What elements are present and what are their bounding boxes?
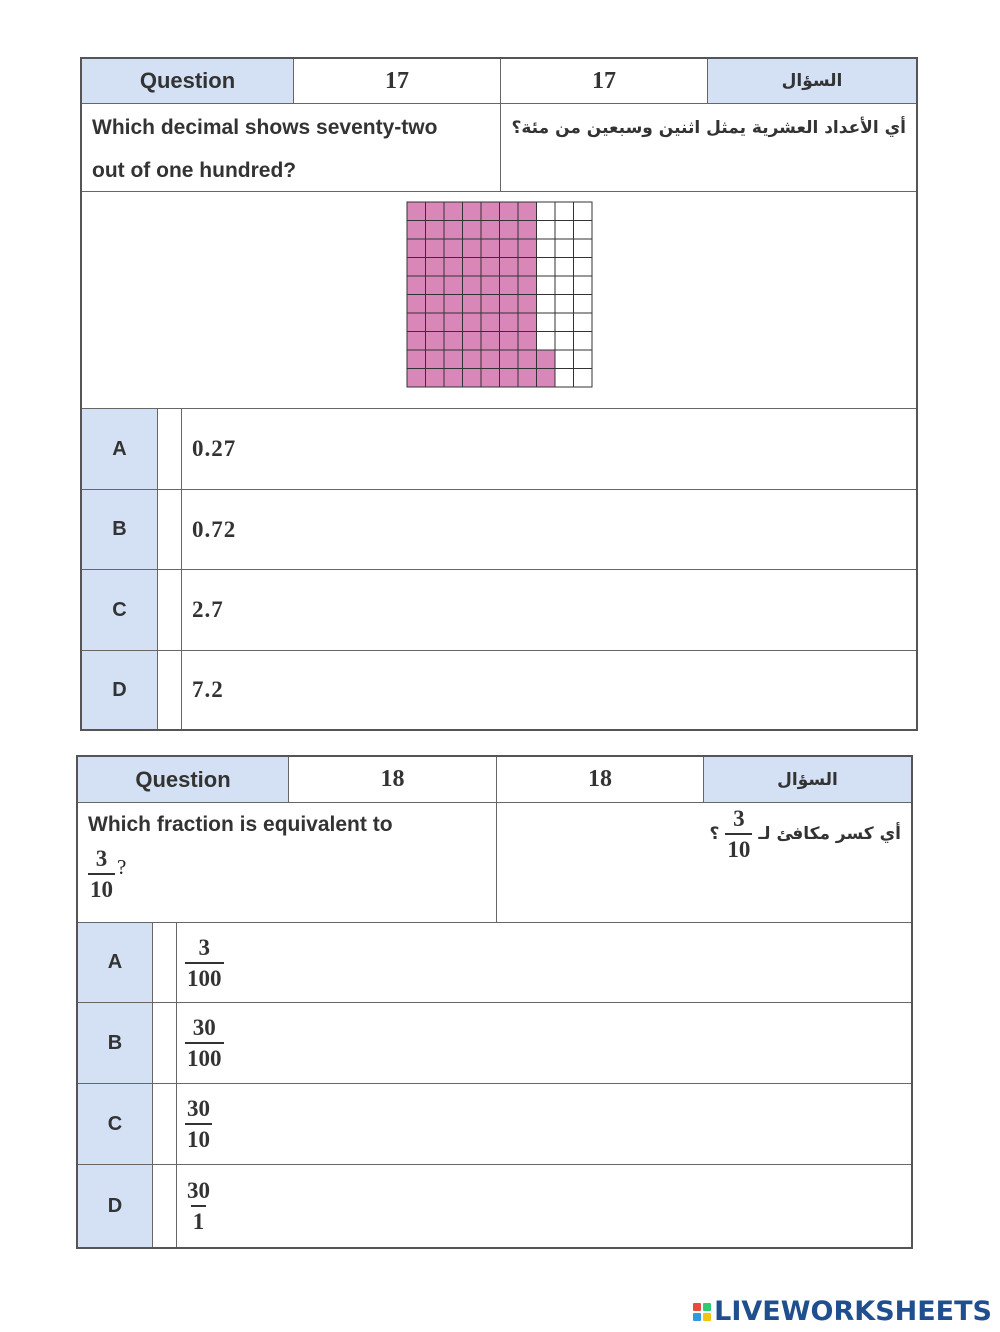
question-text-en-cell bbox=[78, 803, 496, 922]
grid-cell-shaded bbox=[518, 202, 537, 221]
answer-select-cell[interactable] bbox=[157, 651, 181, 729]
grid-cell-shaded bbox=[426, 239, 445, 258]
grid-cell-empty bbox=[574, 332, 593, 351]
answer-row[interactable] bbox=[78, 1165, 911, 1247]
question-number-cell bbox=[496, 757, 703, 802]
question-number-left: 18 bbox=[380, 766, 405, 792]
question-text-ar: أي الأعداد العشرية يمثل اثنين وسبعين من مئة؟ bbox=[511, 118, 906, 138]
grid-cell-shaded bbox=[407, 202, 426, 221]
grid-cell-shaded bbox=[407, 332, 426, 351]
answer-letter: D bbox=[107, 1194, 123, 1217]
question-text-en: out of one hundred? bbox=[92, 159, 297, 182]
grid-cell-empty bbox=[555, 350, 574, 369]
grid-cell-shaded bbox=[518, 221, 537, 240]
question-label-cell bbox=[78, 757, 288, 802]
grid-cell-shaded bbox=[426, 369, 445, 388]
answer-value-cell bbox=[181, 570, 916, 650]
grid-cell-shaded bbox=[518, 258, 537, 277]
grid-cell-shaded bbox=[407, 276, 426, 295]
question-number-cell bbox=[293, 59, 500, 103]
grid-cell-shaded bbox=[407, 313, 426, 332]
fraction-denominator: 10 bbox=[725, 833, 752, 861]
question-fraction-ar bbox=[725, 807, 752, 861]
fraction-denominator: 10 bbox=[185, 1123, 212, 1151]
answer-value-cell bbox=[176, 923, 911, 1002]
grid-cell-shaded bbox=[426, 276, 445, 295]
grid-cell-shaded bbox=[481, 369, 500, 388]
grid-cell-empty bbox=[555, 276, 574, 295]
question-label-en: Question bbox=[139, 68, 236, 93]
answer-select-cell[interactable] bbox=[152, 1165, 176, 1247]
answer-select-cell[interactable] bbox=[152, 1003, 176, 1083]
grid-cell-empty bbox=[555, 313, 574, 332]
grid-cell-shaded bbox=[500, 202, 519, 221]
answer-letter: C bbox=[107, 1112, 123, 1135]
grid-cell-empty bbox=[574, 258, 593, 277]
answer-value-cell bbox=[176, 1165, 911, 1247]
grid-cell-empty bbox=[574, 239, 593, 258]
grid-cell-shaded bbox=[463, 295, 482, 314]
answer-select-cell[interactable] bbox=[152, 923, 176, 1002]
grid-cell-shaded bbox=[444, 202, 463, 221]
grid-cell-shaded bbox=[481, 258, 500, 277]
answer-letter-cell bbox=[82, 651, 157, 729]
grid-cell-shaded bbox=[426, 350, 445, 369]
brand-name: LIVEWORKSHEETS bbox=[714, 1296, 992, 1327]
grid-cell-shaded bbox=[481, 350, 500, 369]
answer-row[interactable] bbox=[82, 570, 916, 651]
question-mark-ar: ؟ bbox=[709, 824, 720, 844]
grid-cell-empty bbox=[555, 258, 574, 277]
grid-cell-shaded bbox=[463, 313, 482, 332]
grid-cell-shaded bbox=[444, 313, 463, 332]
fraction-denominator: 100 bbox=[185, 962, 224, 990]
grid-cell-shaded bbox=[463, 221, 482, 240]
grid-cell-shaded bbox=[518, 350, 537, 369]
grid-cell-empty bbox=[574, 369, 593, 388]
grid-cell-shaded bbox=[407, 350, 426, 369]
answer-letter: A bbox=[112, 437, 127, 460]
grid-cell-shaded bbox=[407, 221, 426, 240]
grid-cell-empty bbox=[555, 239, 574, 258]
fraction-denominator: 10 bbox=[88, 873, 115, 901]
logo-square bbox=[703, 1313, 711, 1321]
question-text-ar-cell bbox=[496, 803, 911, 922]
grid-cell-empty bbox=[574, 313, 593, 332]
answer-value-cell bbox=[181, 490, 916, 569]
grid-cell-empty bbox=[537, 239, 556, 258]
grid-cell-shaded bbox=[444, 295, 463, 314]
grid-cell-shaded bbox=[518, 313, 537, 332]
logo-square bbox=[693, 1303, 701, 1311]
question-18-table bbox=[76, 755, 913, 1249]
grid-cell-shaded bbox=[500, 258, 519, 277]
answer-letter-cell bbox=[78, 1003, 152, 1083]
grid-cell-empty bbox=[537, 258, 556, 277]
grid-cell-shaded bbox=[518, 276, 537, 295]
grid-cell-shaded bbox=[426, 295, 445, 314]
answer-fraction bbox=[185, 1097, 212, 1151]
fraction-numerator: 30 bbox=[192, 1015, 216, 1040]
grid-cell-shaded bbox=[500, 332, 519, 351]
answer-letter-cell bbox=[78, 1165, 152, 1247]
grid-cell-shaded bbox=[444, 258, 463, 277]
fraction-denominator: 100 bbox=[185, 1042, 224, 1070]
question-number-cell bbox=[500, 59, 707, 103]
fraction-numerator: 30 bbox=[187, 1096, 210, 1121]
question-number-right: 18 bbox=[588, 766, 612, 792]
grid-cell-shaded bbox=[426, 313, 445, 332]
question-label-ar-cell bbox=[703, 757, 911, 802]
answer-letter: B bbox=[107, 1031, 123, 1054]
answer-fraction bbox=[185, 1016, 224, 1070]
fraction-numerator: 3 bbox=[95, 846, 108, 871]
grid-cell-shaded bbox=[463, 332, 482, 351]
grid-cell-shaded bbox=[463, 202, 482, 221]
grid-cell-empty bbox=[537, 202, 556, 221]
answer-row[interactable] bbox=[82, 651, 916, 729]
grid-cell-shaded bbox=[444, 369, 463, 388]
answer-value: 2.7 bbox=[192, 597, 224, 622]
fraction-denominator: 1 bbox=[191, 1205, 207, 1233]
answer-value: 0.72 bbox=[192, 516, 237, 542]
grid-cell-empty bbox=[537, 332, 556, 351]
answer-row[interactable] bbox=[82, 490, 916, 570]
fraction-numerator: 3 bbox=[198, 934, 210, 960]
grid-cell-shaded bbox=[500, 276, 519, 295]
answer-row[interactable] bbox=[82, 409, 916, 490]
question-number-left: 17 bbox=[385, 67, 409, 94]
question-number-cell bbox=[288, 757, 496, 802]
answer-letter: D bbox=[112, 678, 127, 701]
grid-cell-shaded bbox=[500, 221, 519, 240]
grid-cell-empty bbox=[574, 350, 593, 369]
grid-cell-shaded bbox=[537, 350, 556, 369]
logo-square bbox=[703, 1303, 711, 1311]
question-header-row bbox=[82, 59, 916, 104]
answer-row[interactable] bbox=[78, 923, 911, 1003]
answer-select-cell[interactable] bbox=[152, 1084, 176, 1164]
grid-cell-empty bbox=[574, 295, 593, 314]
answer-value-cell bbox=[176, 1084, 911, 1164]
grid-cell-shaded bbox=[500, 350, 519, 369]
question-label-ar: السؤال bbox=[777, 769, 838, 790]
grid-cell-shaded bbox=[407, 239, 426, 258]
answer-row[interactable] bbox=[78, 1084, 911, 1165]
question-fraction bbox=[88, 847, 115, 901]
grid-cell-shaded bbox=[481, 221, 500, 240]
grid-cell-shaded bbox=[426, 332, 445, 351]
grid-cell-shaded bbox=[481, 202, 500, 221]
question-text-row bbox=[78, 803, 911, 923]
question-label-cell bbox=[82, 59, 293, 103]
grid-cell-shaded bbox=[481, 295, 500, 314]
grid-cell-shaded bbox=[444, 276, 463, 295]
question-text-ar: أي كسر مكافئ لـ bbox=[758, 824, 901, 844]
grid-cell-empty bbox=[555, 202, 574, 221]
grid-cell-empty bbox=[574, 221, 593, 240]
grid-cell-empty bbox=[555, 332, 574, 351]
grid-cell-shaded bbox=[444, 221, 463, 240]
grid-cell-shaded bbox=[518, 239, 537, 258]
grid-cell-shaded bbox=[537, 369, 556, 388]
grid-cell-shaded bbox=[444, 332, 463, 351]
grid-cell-shaded bbox=[500, 239, 519, 258]
grid-cell-shaded bbox=[426, 258, 445, 277]
grid-cell-shaded bbox=[426, 202, 445, 221]
grid-cell-shaded bbox=[500, 295, 519, 314]
answer-select-cell[interactable] bbox=[157, 570, 181, 650]
grid-cell-shaded bbox=[481, 332, 500, 351]
grid-cell-shaded bbox=[463, 350, 482, 369]
grid-cell-shaded bbox=[481, 239, 500, 258]
grid-cell-shaded bbox=[500, 369, 519, 388]
question-text-row bbox=[82, 104, 916, 192]
grid-cell-shaded bbox=[407, 369, 426, 388]
question-number-right: 17 bbox=[592, 67, 616, 94]
grid-cell-shaded bbox=[481, 313, 500, 332]
grid-cell-empty bbox=[555, 369, 574, 388]
grid-cell-empty bbox=[537, 313, 556, 332]
grid-cell-shaded bbox=[518, 332, 537, 351]
grid-cell-shaded bbox=[463, 239, 482, 258]
grid-cell-shaded bbox=[481, 276, 500, 295]
liveworksheets-brand bbox=[693, 1296, 992, 1327]
grid-cell-shaded bbox=[407, 295, 426, 314]
grid-cell-shaded bbox=[407, 258, 426, 277]
grid-cell-empty bbox=[555, 295, 574, 314]
grid-cell-shaded bbox=[518, 369, 537, 388]
answer-value-cell bbox=[176, 1003, 911, 1083]
grid-cell-shaded bbox=[463, 258, 482, 277]
answer-letter: C bbox=[112, 598, 127, 621]
answer-letter-cell bbox=[78, 1084, 152, 1164]
liveworksheets-logo-icon bbox=[693, 1303, 711, 1321]
question-text-en: Which decimal shows seventy-two bbox=[92, 116, 438, 139]
question-label-ar: السؤال bbox=[781, 71, 843, 91]
question-17-table bbox=[80, 57, 918, 731]
fraction-numerator: 30 bbox=[187, 1178, 210, 1203]
answer-letter: A bbox=[107, 951, 123, 973]
answer-letter-cell bbox=[78, 923, 152, 1002]
fraction-numerator: 3 bbox=[733, 806, 745, 831]
grid-cell-shaded bbox=[444, 239, 463, 258]
grid-cell-empty bbox=[537, 221, 556, 240]
question-header-row bbox=[78, 757, 911, 803]
logo-square bbox=[693, 1313, 701, 1321]
answer-value-cell bbox=[181, 409, 916, 489]
answer-select-cell[interactable] bbox=[157, 409, 181, 489]
grid-cell-empty bbox=[537, 295, 556, 314]
hundred-grid-model bbox=[405, 200, 595, 388]
grid-cell-shaded bbox=[426, 221, 445, 240]
question-label-en: Question bbox=[135, 766, 231, 792]
grid-cell-empty bbox=[574, 276, 593, 295]
grid-cell-shaded bbox=[500, 313, 519, 332]
question-text-en-cell bbox=[82, 104, 500, 191]
answer-select-cell[interactable] bbox=[157, 490, 181, 569]
question-text-en: Which fraction is equivalent to bbox=[88, 813, 393, 836]
grid-cell-shaded bbox=[518, 295, 537, 314]
grid-cell-empty bbox=[574, 202, 593, 221]
grid-cell-shaded bbox=[463, 369, 482, 388]
answer-letter-cell bbox=[82, 490, 157, 569]
grid-cell-shaded bbox=[444, 350, 463, 369]
grid-cell-shaded bbox=[463, 276, 482, 295]
question-mark: ? bbox=[117, 854, 127, 879]
question-label-ar-cell bbox=[707, 59, 916, 103]
answer-letter-cell bbox=[82, 570, 157, 650]
grid-cell-empty bbox=[555, 221, 574, 240]
answer-letter-cell bbox=[82, 409, 157, 489]
answer-letter: B bbox=[112, 518, 127, 540]
answer-row[interactable] bbox=[78, 1003, 911, 1084]
answer-fraction bbox=[185, 936, 224, 990]
grid-cell-empty bbox=[537, 276, 556, 295]
answer-value-cell bbox=[181, 651, 916, 729]
answer-fraction bbox=[185, 1179, 212, 1233]
answer-value: 0.27 bbox=[192, 436, 237, 461]
answer-value: 7.2 bbox=[192, 677, 224, 702]
question-text-ar-cell bbox=[500, 104, 916, 191]
